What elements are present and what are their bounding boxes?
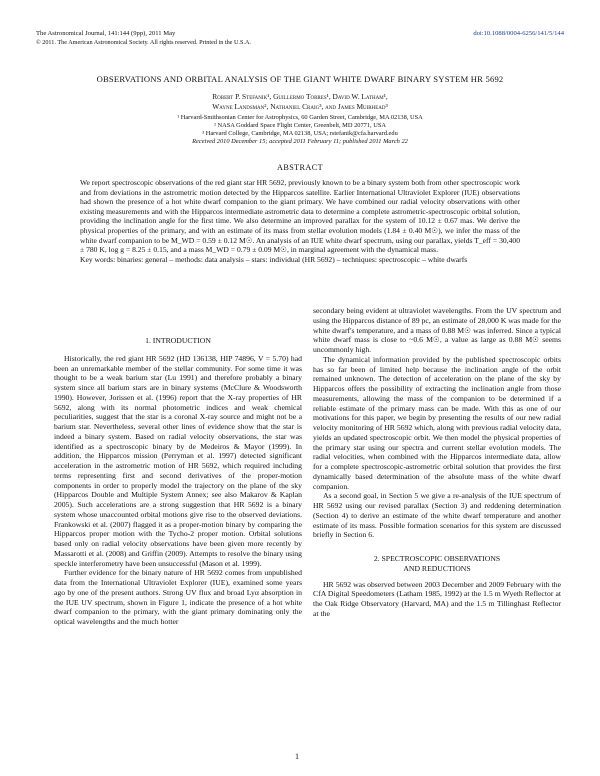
left-column: [54, 306, 302, 627]
page-number: 1: [295, 752, 299, 761]
affiliations: [36, 114, 564, 146]
intro-paragraph-2: Further evidence for the binary nature of HR 5692 comes from unpublished data from the International Ultraviolet Explorer (IUE), examined some years ago by one of the present authors. Strong UV flux and broad Lyα absorption in the IUE UV spectrum, shown in Figure 1, indicate the presence of a hot white dwarf companion to the primary, with the giant primary dominating only the optical wavelengths and the much hotter: [54, 568, 302, 626]
intro-paragraph-4: The dynamical information provided by the published spectroscopic orbits has so far been of limited help because the inclination angle of the orbit remained unknown. The detection of acceleration on the plane of the sky by Hipparcos offers the possibility of extracting the inclination angle from those measurements, allowing the mass of the companion to be determined if a reliable estimate of the primary mass can be made. With this as one of our motivations for this paper, we begin by presenting the results of our new radial velocity monitoring of HR 5692 which, along with previous radial velocity data, yields an updated spectroscopic orbit. We then model the physical properties of the primary star using our spectra and current stellar evolution models. The radial velocities, when combined with the Hipparcos intermediate data, allow for a complete spectroscopic-astrometric orbital solution that provides the first dynamically based determination of the absolute mass of the white dwarf companion.: [313, 354, 561, 491]
intro-paragraph-5: As a second goal, in Section 5 we give a re-analysis of the IUE spectrum of HR 5692 using our revised parallax (Section 3) and reddening determination (Section 4) to derive an estimate of the white dwarf temperature and another estimate of its mass. Possible formation scenarios for this system are discussed briefly in Section 6.: [313, 491, 561, 540]
intro-paragraph-3: secondary being evident at ultraviolet wavelengths. From the UV spectrum and using the Hipparcos distance of 89 pc, an estimate of 28,000 K was made for the white dwarf's temperature, and a mass of 0.88 M☉ was inferred. Since a typical white dwarf mass is close to ~0.6 M☉, a value as large as 0.88 M☉ seems uncommonly high.: [313, 306, 561, 354]
doi-link[interactable]: doi:10.1088/0004-6256/141/5/144: [473, 30, 564, 37]
paper-title: OBSERVATIONS AND ORBITAL ANALYSIS OF THE GIANT WHITE DWARF BINARY SYSTEM HR 5692: [96, 74, 504, 84]
abstract: [80, 178, 520, 264]
author-list: [36, 92, 564, 112]
abstract-text: We report spectroscopic observations of the red giant star HR 5692, previously known to be a binary system both from other spectroscopic work and from deviations in the astrometric motion detected by the Hipparcos satellite. Earlier International Ultraviolet Explorer (IUE) observations had shown the presence of a hot white dwarf companion to the giant primary. We have combined our radial velocity observations with other existing measurements and with the Hipparcos intermediate astrometric data to determine a complete astrometric-spectroscopic orbital solution, providing the inclination angle for the first time. We also determine an improved parallax for the system of 10.12 ± 0.67 mas. We derive the physical properties of the primary, and with an estimate of its mass from stellar evolution models (1.84 ± 0.40 M☉), we infer the mass of the white dwarf companion to be M_WD = 0.59 ± 0.12 M☉. An analysis of an IUE white dwarf spectrum, using our parallax, yields T_eff = 30,400 ± 780 K, log g = 8.25 ± 0.15, and a mass M_WD = 0.79 ± 0.09 M☉, in marginal agreement with the dynamical mass.: [80, 178, 520, 255]
section-2-heading-line-1: 2. SPECTROSCOPIC OBSERVATIONS: [373, 554, 501, 563]
section-1-heading: 1. INTRODUCTION: [145, 336, 211, 345]
copyright-line: © 2011. The American Astronomical Society. All rights reserved. Printed in the U.S.A.: [36, 39, 251, 46]
journal-citation: The Astronomical Journal, 141:144 (9pp), 2011 May: [36, 30, 176, 37]
abstract-heading: ABSTRACT: [277, 163, 323, 172]
affiliation-2: ² NASA Goddard Space Flight Center, Greenbelt, MD 20771, USA: [213, 122, 387, 130]
right-column: [313, 306, 561, 619]
intro-paragraph-1: Historically, the red giant HR 5692 (HD 136138, HIP 74896, V = 5.70) had been an unremarkable member of the stellar community. For some time it was thought to be a weak barium star (Lu 1991) and therefore probably a binary system since all barium stars are in binary systems (McClure & Woodsworth 1990). However, Jorissen et al. (1996) report that the X-ray properties of HR 5692, along with its normal photometric indices and weak chemical peculiarities, suggest that the star is a coronal X-ray source and might not be a barium star. Nevertheless, several other lines of evidence show that the star is indeed a binary system. Based on radial velocity observations, the star was identified as a spectroscopic binary by de Medeiros & Mayor (1999). In addition, the Hipparcos mission (Perryman et al. 1997) detected significant acceleration in the astrometric motion of HR 5692, which required including terms representing first and second derivatives of the proper-motion components in order to properly model the trajectory on the plane of the sky (Hipparcos Double and Multiple System Annex; see also Makarov & Kaplan 2005). Such accelerations are a strong suggestion that HR 5692 is a binary system whose unaccounted orbital motions give rise to the observed deviations. Frankowski et al. (2007) flagged it as a proper-motion binary by comparing the Hipparcos proper motion with the Tycho-2 proper motion. Orbital solutions based only on radial velocity observations have been given more recently by Massarotti et al. (2008) and Griffin (2009). Attempts to resolve the binary using speckle interferometry have been unsuccessful (Mason et al. 1999).: [54, 353, 302, 568]
keywords: Key words: binaries: general – methods: data analysis – stars: individual (HR 5692) – techniques: spectroscopic – white dwarfs: [80, 254, 468, 264]
received-dates: Received 2010 December 15; accepted 2011 February 11; published 2011 March 22: [192, 138, 408, 146]
affiliation-1: ¹ Harvard-Smithsonian Center for Astrophysics, 60 Garden Street, Cambridge, MA 02138, USA: [177, 114, 423, 121]
observations-paragraph-1: HR 5692 was observed between 2003 December and 2009 February with the CfA Digital Speedometers (Latham 1985, 1992) at the 1.5 m Wyeth Reflector at the Oak Ridge Observatory (Harvard, MA) and the 1.5 m Tillinghast Reflector at the: [313, 579, 561, 618]
affiliation-3: ³ Harvard College, Cambridge, MA 02138, USA; rstefanik@cfa.harvard.edu: [202, 130, 398, 138]
authors-line-2: Wayne Landsman², Nathaniel Craig³, and James Muirhead³: [212, 102, 388, 111]
section-2-heading-line-2: AND REDUCTIONS: [403, 563, 471, 573]
authors-line-1: Robert P. Stefanik¹, Guillermo Torres¹, David W. Latham¹,: [212, 92, 388, 101]
